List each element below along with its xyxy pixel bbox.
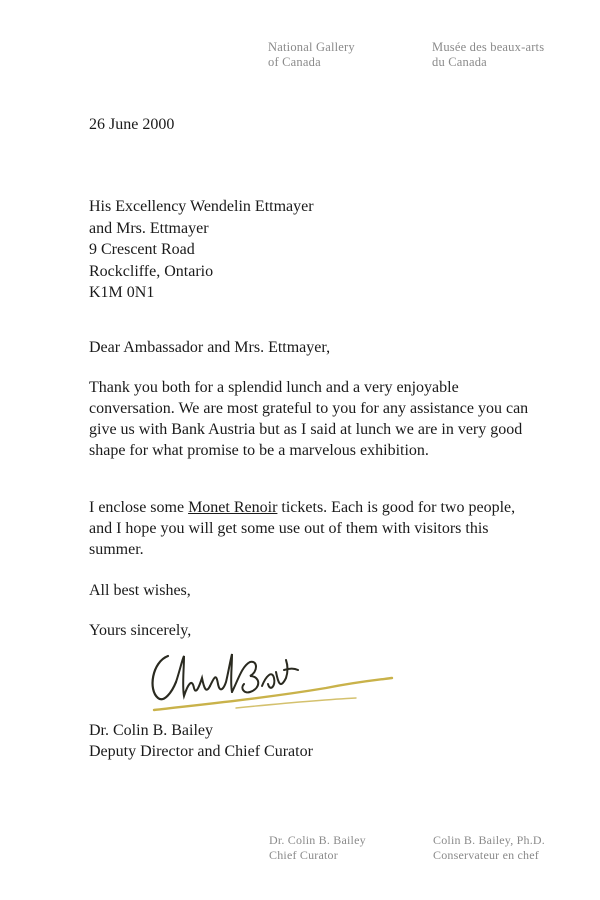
signer-block bbox=[89, 720, 313, 762]
letterhead-english bbox=[268, 40, 355, 70]
handwritten-signature bbox=[146, 648, 396, 718]
recipient-address bbox=[89, 196, 314, 304]
address-line-4: Rockcliffe, Ontario bbox=[89, 262, 214, 280]
footer-english-line-1: Dr. Colin B. Bailey bbox=[269, 833, 366, 847]
paragraph-1: Thank you both for a splendid lunch and a very enjoyable conversation. We are most grateful to you for any assistance you can give us with Bank Austria but as I said at lunch we are in very good shape for what promise to be a marvelous exhibition. bbox=[89, 379, 529, 459]
footer-english-line-2: Chief Curator bbox=[269, 848, 338, 862]
exhibition-name: Monet Renoir bbox=[188, 499, 278, 516]
footer-english bbox=[269, 833, 366, 863]
letterhead-french-line-2: du Canada bbox=[432, 55, 487, 69]
address-line-2: and Mrs. Ettmayer bbox=[89, 219, 209, 237]
paragraph-2-before: I enclose some bbox=[89, 499, 189, 516]
signature-svg bbox=[146, 648, 396, 718]
address-line-1: His Excellency Wendelin Ettmayer bbox=[89, 198, 314, 215]
letterhead-french-line-1: Musée des beaux-arts bbox=[432, 40, 545, 54]
signer-name: Dr. Colin B. Bailey bbox=[89, 722, 213, 739]
letterhead-french bbox=[432, 40, 544, 70]
footer-french-line-1: Colin B. Bailey, Ph.D. bbox=[433, 833, 545, 847]
signer-title: Deputy Director and Chief Curator bbox=[89, 743, 313, 760]
footer-french-line-2: Conservateur en chef bbox=[433, 848, 539, 862]
paragraph-2-after: tickets. Each is good for two people, and I hope you will get some use out of them with visitors this summer. bbox=[89, 499, 516, 558]
closing-wishes: All best wishes, bbox=[89, 582, 191, 599]
address-line-5: K1M 0N1 bbox=[89, 284, 155, 301]
closing-sincerely: Yours sincerely, bbox=[89, 622, 192, 639]
salutation: Dear Ambassador and Mrs. Ettmayer, bbox=[89, 339, 331, 356]
address-line-3: 9 Crescent Road bbox=[89, 241, 195, 258]
paragraph-2 bbox=[89, 497, 529, 560]
letter-date: 26 June 2000 bbox=[89, 116, 175, 133]
letterhead-english-line-1: National Gallery bbox=[268, 40, 355, 54]
footer-french bbox=[433, 833, 545, 863]
letterhead-english-line-2: of Canada bbox=[268, 55, 321, 69]
